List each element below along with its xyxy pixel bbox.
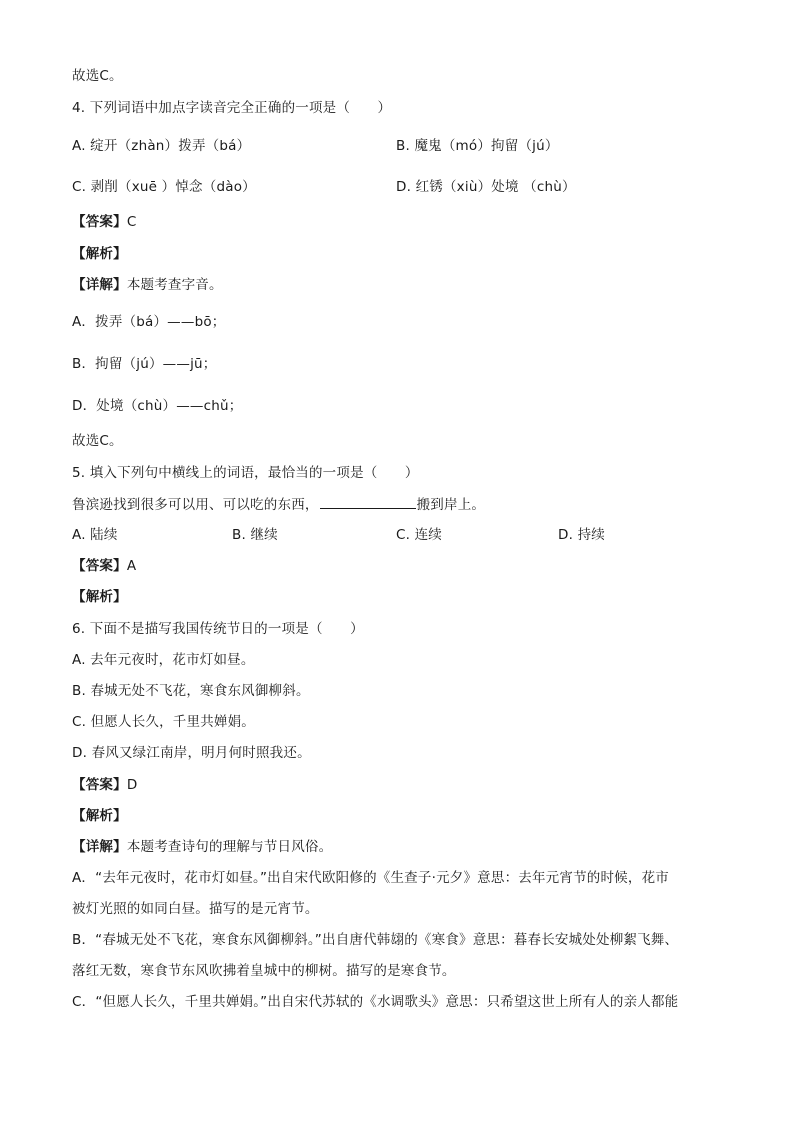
analysis-tag: 【解析】 (72, 589, 127, 605)
analysis-tag: 【解析】 (72, 246, 127, 262)
q6-explain-b-line-1: B．“春城无处不飞花，寒食东风御柳斜。”出自唐代韩翃的《寒食》意思：暮春长安城处处柳絮飞舞、 (72, 932, 679, 948)
q6-option-d: D. 春风又绿江南岸，明月何时照我还。 (72, 745, 311, 761)
q5-option-d: D. 持续 (558, 527, 605, 543)
q6-explain-b-line-2: 落红无数，寒食节东风吹拂着皇城中的柳树。描写的是寒食节。 (72, 963, 456, 979)
answer-value: C (126, 214, 137, 230)
q6-option-a: A. 去年元夜时，花市灯如昼。 (72, 652, 255, 668)
q4-options-row-1 (72, 136, 559, 156)
q5-option-b: B. 继续 (232, 527, 278, 543)
question-5: 5. 填入下列句中横线上的词语，最恰当的一项是（ ） (72, 465, 419, 481)
fill-blank (320, 494, 416, 509)
q4-answer (72, 212, 136, 232)
q5-sentence-part-1: 鲁滨逊找到很多可以用、可以吃的东西， (72, 497, 319, 513)
question-4: 4. 下列词语中加点字读音完全正确的一项是（ ） (72, 100, 392, 116)
q4-explain-d: D．处境（chù）——chǔ； (72, 398, 243, 414)
detail-text: 本题考查诗句的理解与节日风俗。 (126, 839, 333, 855)
question-6: 6. 下面不是描写我国传统节日的一项是（ ） (72, 621, 364, 637)
q4-analysis-tag (72, 244, 127, 264)
q6-explain-c-line-1: C．“但愿人长久，千里共婵娟。”出自宋代苏轼的《水调歌头》意思：只希望这世上所有人的亲人都能 (72, 994, 679, 1010)
detail-text: 本题考查字音。 (126, 277, 223, 293)
answer-tag: 【答案】 (72, 214, 127, 230)
q4-option-b: B. 魔鬼（mó）拘留（jú） (396, 138, 559, 154)
answer-value: D (126, 777, 138, 793)
q5-sentence-part-2: 搬到岸上。 (416, 497, 486, 513)
q6-option-b: B. 春城无处不飞花，寒食东风御柳斜。 (72, 683, 310, 699)
q4-detail (72, 275, 223, 295)
q5-option-c: C. 连续 (396, 527, 443, 543)
q5-sentence (72, 494, 485, 515)
analysis-tag: 【解析】 (72, 808, 127, 824)
q6-option-c: C. 但愿人长久，千里共婵娟。 (72, 714, 256, 730)
q4-option-d: D. 红锈（xiù）处境 （chù） (396, 179, 576, 195)
q5-option-a: A. 陆续 (72, 527, 118, 543)
detail-tag: 【详解】 (72, 839, 127, 855)
conclusion-line: 故选C。 (72, 68, 123, 84)
q4-option-c: C. 剥削（xuē ）悼念（dào） (72, 179, 256, 195)
q6-analysis-tag (72, 806, 127, 826)
q5-answer (72, 556, 136, 576)
answer-tag: 【答案】 (72, 558, 127, 574)
q4-explain-b: B．拘留（jú）——jū； (72, 356, 217, 372)
q6-explain-a-line-1: A．“去年元夜时，花市灯如昼。”出自宋代欧阳修的《生查子·元夕》意思：去年元宵节的时候，花市 (72, 870, 669, 886)
q5-analysis-tag (72, 587, 127, 607)
q6-answer (72, 775, 137, 795)
q6-detail (72, 837, 332, 857)
q6-explain-a-line-2: 被灯光照的如同白昼。描写的是元宵节。 (72, 901, 319, 917)
answer-tag: 【答案】 (72, 777, 127, 793)
answer-value: A (126, 558, 137, 574)
q4-explain-a: A．拨弄（bá）——bō； (72, 314, 226, 330)
q4-conclusion: 故选C。 (72, 433, 123, 449)
q4-option-a: A. 绽开（zhàn）拨弄（bá） (72, 138, 251, 154)
q4-options-row-2 (72, 177, 576, 197)
detail-tag: 【详解】 (72, 277, 127, 293)
q5-options (72, 525, 722, 545)
